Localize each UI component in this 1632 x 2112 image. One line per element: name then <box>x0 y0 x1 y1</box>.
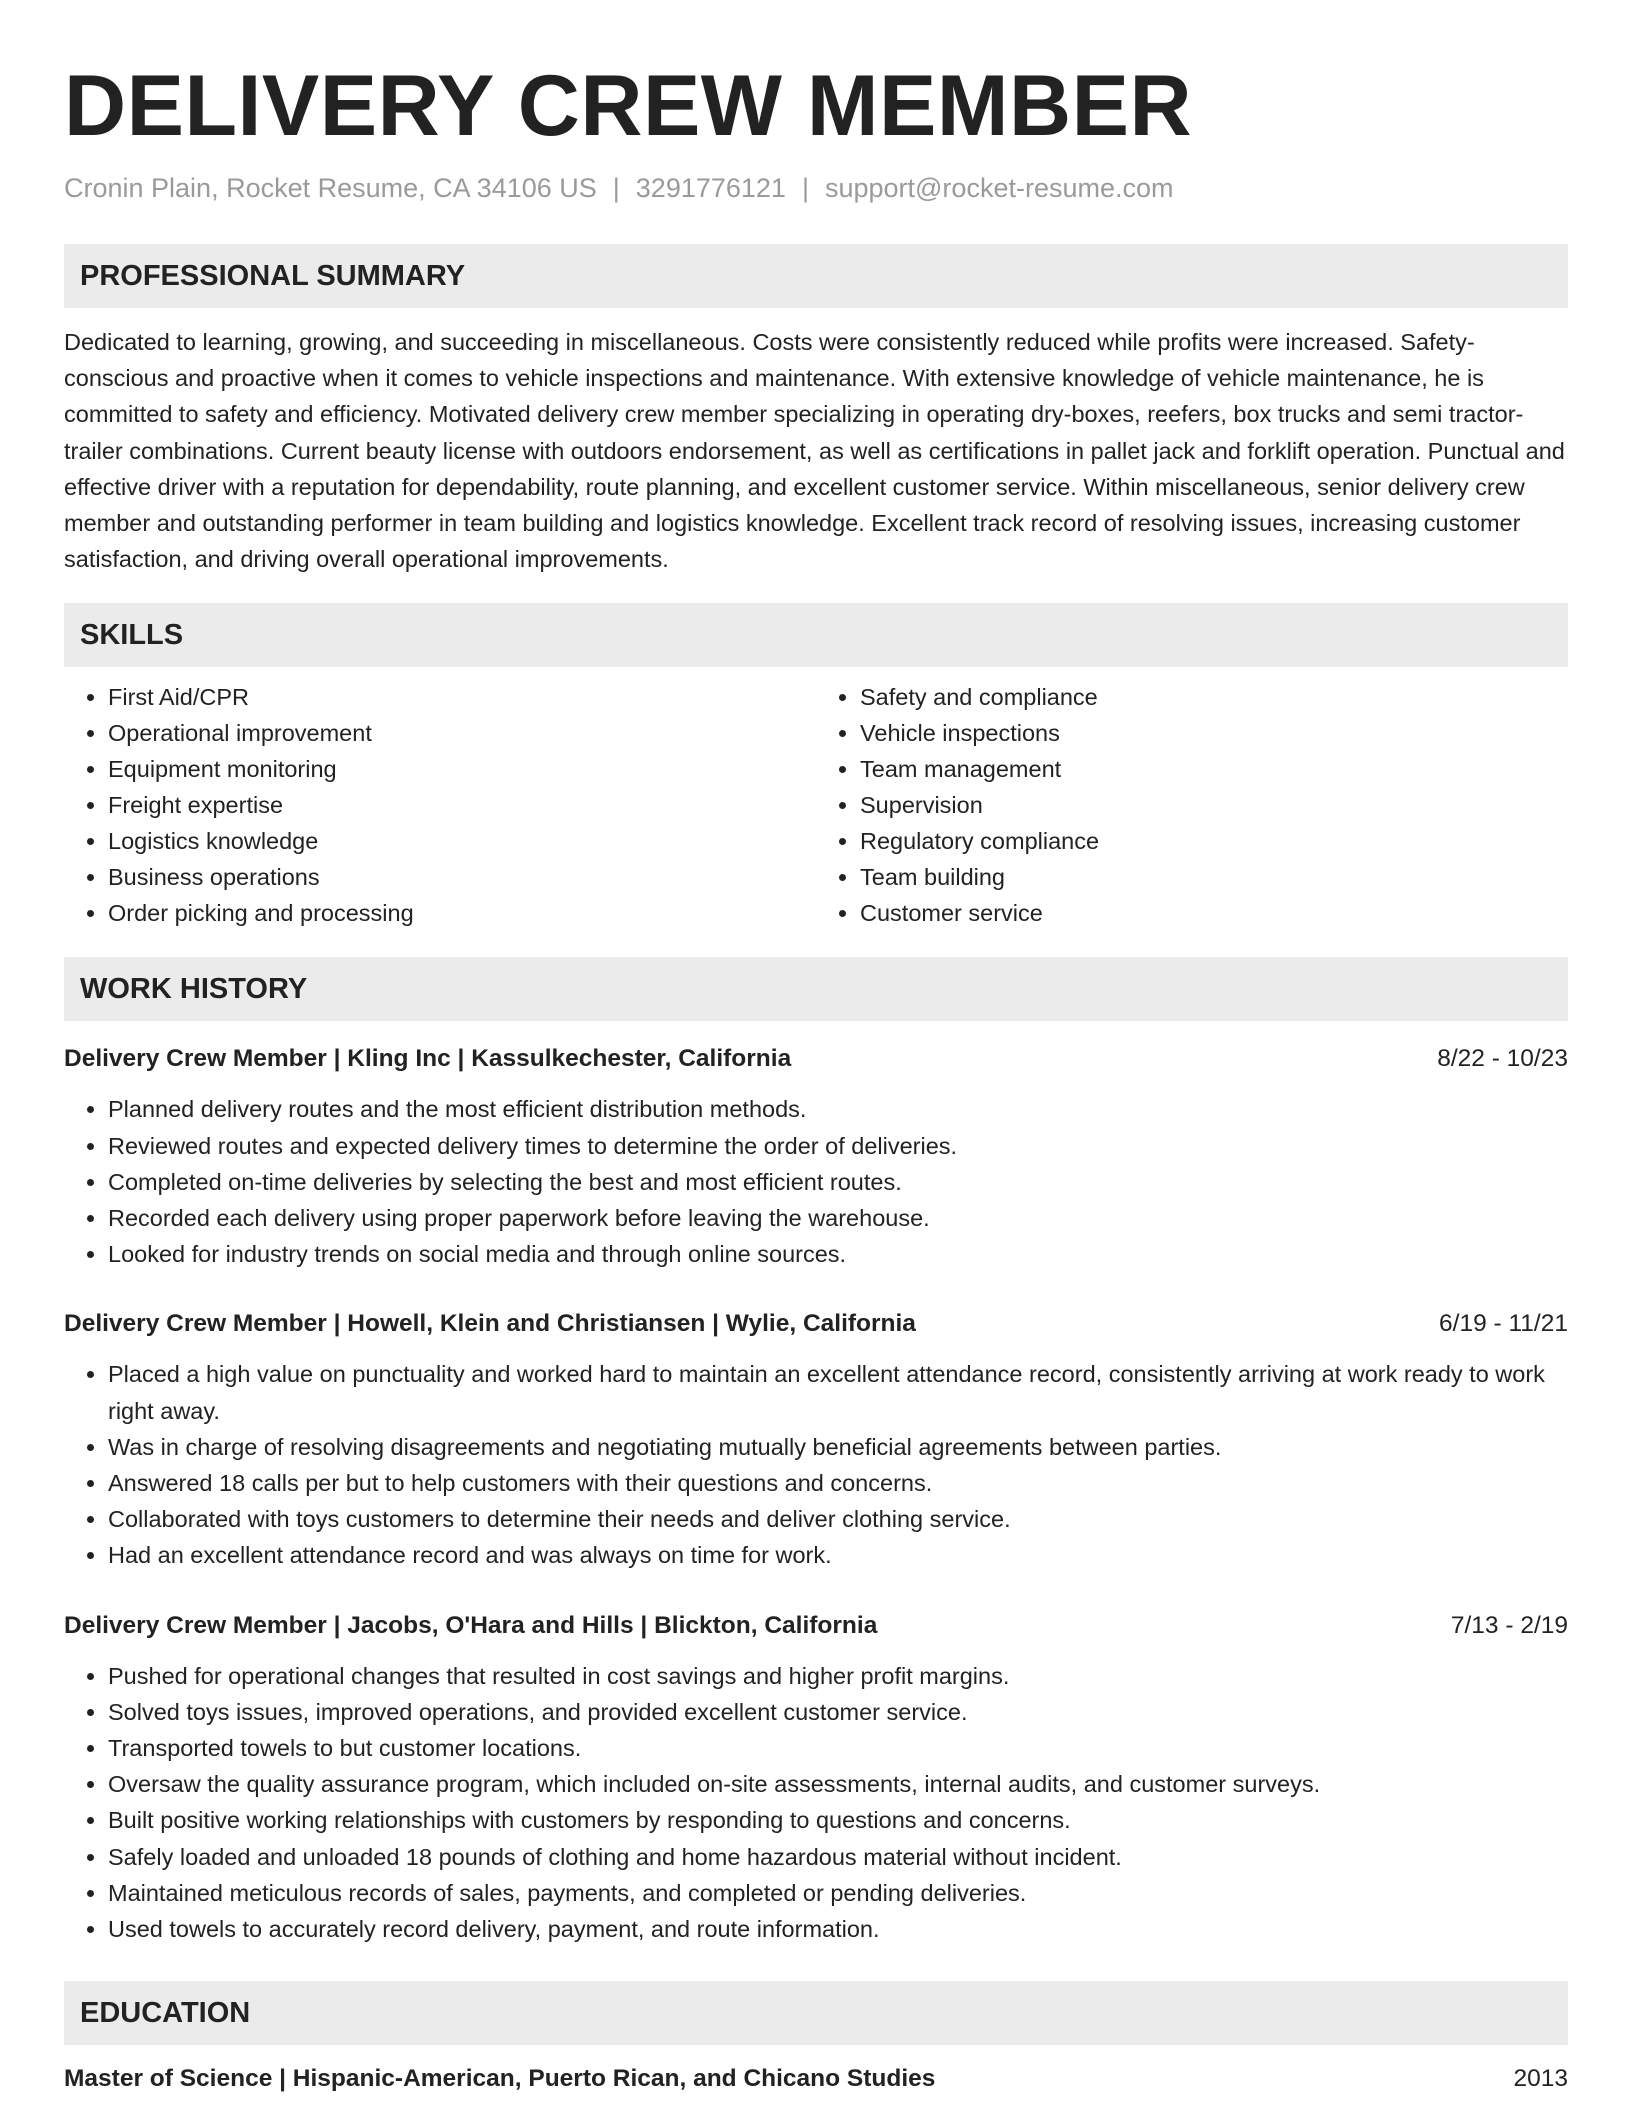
skill-item: • Equipment monitoring <box>108 751 816 787</box>
job-bullets <box>64 1658 1568 1948</box>
skills-list <box>64 679 1568 931</box>
work-history-list <box>64 1041 1568 1947</box>
job-bullet: • Solved toys issues, improved operations, and provided excellent customer service. <box>108 1694 1568 1730</box>
education-heading: EDUCATION <box>64 1981 1568 2045</box>
contact-separator: | <box>801 173 809 203</box>
job-bullet: • Answered 18 calls per but to help customers with their questions and concerns. <box>108 1465 1568 1501</box>
skill-item: • Freight expertise <box>108 787 816 823</box>
job-entry <box>64 1306 1568 1573</box>
job-bullet: • Maintained meticulous records of sales, payments, and completed or pending deliveries. <box>108 1875 1568 1911</box>
job-bullet: • Oversaw the quality assurance program, which included on-site assessments, internal audits, and customer surveys. <box>108 1766 1568 1802</box>
skill-item: • Business operations <box>108 859 816 895</box>
resume-page <box>64 56 1568 2097</box>
contact-address: Cronin Plain, Rocket Resume, CA 34106 US <box>64 173 597 203</box>
skill-item: • Customer service <box>860 895 1568 931</box>
skill-item: • Supervision <box>860 787 1568 823</box>
skills-column-left <box>64 679 816 931</box>
education-entry <box>64 2061 1568 2097</box>
job-bullet: • Had an excellent attendance record and was always on time for work. <box>108 1537 1568 1573</box>
contact-phone: 3291776121 <box>635 173 786 203</box>
contact-line <box>64 168 1568 208</box>
job-dates: 6/19 - 11/21 <box>1439 1310 1568 1338</box>
skill-item: • Operational improvement <box>108 715 816 751</box>
job-header <box>64 1041 1568 1077</box>
job-bullets <box>64 1091 1568 1272</box>
contact-separator: | <box>612 173 620 203</box>
skill-item: • Team building <box>860 859 1568 895</box>
job-bullet: • Placed a high value on punctuality and worked hard to maintain an excellent attendance record, consistently arriving at work ready to work right away. <box>108 1356 1568 1428</box>
job-bullet: • Reviewed routes and expected delivery times to determine the order of deliveries. <box>108 1128 1568 1164</box>
skill-item: • Logistics knowledge <box>108 823 816 859</box>
job-bullet: • Transported towels to but customer locations. <box>108 1730 1568 1766</box>
job-bullet: • Pushed for operational changes that resulted in cost savings and higher profit margins. <box>108 1658 1568 1694</box>
job-entry <box>64 1608 1568 1948</box>
job-bullet: • Used towels to accurately record delivery, payment, and route information. <box>108 1911 1568 1947</box>
job-bullet: • Safely loaded and unloaded 18 pounds of clothing and home hazardous material without incident. <box>108 1839 1568 1875</box>
job-header <box>64 1306 1568 1342</box>
skill-item: • Team management <box>860 751 1568 787</box>
job-dates: 8/22 - 10/23 <box>1437 1045 1568 1073</box>
skill-item: • Vehicle inspections <box>860 715 1568 751</box>
summary-heading: PROFESSIONAL SUMMARY <box>64 244 1568 308</box>
job-entry <box>64 1041 1568 1272</box>
job-bullet: • Looked for industry trends on social media and through online sources. <box>108 1236 1568 1272</box>
job-bullets <box>64 1356 1568 1573</box>
job-title: Delivery Crew Member | Howell, Klein and Christiansen | Wylie, California <box>64 1310 916 1338</box>
job-bullet: • Planned delivery routes and the most efficient distribution methods. <box>108 1091 1568 1127</box>
education-degree: Master of Science | Hispanic-American, Puerto Rican, and Chicano Studies <box>64 2065 936 2093</box>
job-bullet: • Recorded each delivery using proper paperwork before leaving the warehouse. <box>108 1200 1568 1236</box>
job-title: Delivery Crew Member | Jacobs, O'Hara and Hills | Blickton, California <box>64 1611 878 1639</box>
candidate-name: DELIVERY CREW MEMBER <box>64 58 1193 154</box>
skill-item: • Order picking and processing <box>108 895 816 931</box>
contact-email[interactable]: support@rocket-resume.com <box>824 173 1174 203</box>
job-dates: 7/13 - 2/19 <box>1450 1611 1568 1639</box>
work-history-heading: WORK HISTORY <box>64 957 1568 1021</box>
job-header <box>64 1608 1568 1644</box>
education-year: 2013 <box>1513 2065 1568 2093</box>
skill-item: • First Aid/CPR <box>108 679 816 715</box>
skills-column-right <box>816 679 1568 931</box>
skill-item: • Safety and compliance <box>860 679 1568 715</box>
job-bullet: • Was in charge of resolving disagreements and negotiating mutually beneficial agreements between parties. <box>108 1429 1568 1465</box>
skill-item: • Regulatory compliance <box>860 823 1568 859</box>
job-bullet: • Completed on-time deliveries by selecting the best and most efficient routes. <box>108 1164 1568 1200</box>
summary-text: Dedicated to learning, growing, and succeeding in miscellaneous. Costs were consistently reduced while profits were increased. Safety-conscious and proactive when it comes to vehicle inspections and maintenance. With extensive knowledge of vehicle maintenance, he is committed to safety and efficiency. Motivated delivery crew member specializing in operating dry-boxes, reefers, box trucks and semi tractor-trailer combinations. Current beauty license with outdoors endorsement, as well as certifications in pallet jack and forklift operation. Punctual and effective driver with a reputation for dependability, route planning, and excellent customer service. Within miscellaneous, senior delivery crew member and outstanding performer in team building and logistics knowledge. Excellent track record of resolving issues, increasing customer satisfaction, and driving overall operational improvements. <box>64 329 1565 573</box>
job-title: Delivery Crew Member | Kling Inc | Kassulkechester, California <box>64 1045 792 1073</box>
job-bullet: • Built positive working relationships with customers by responding to questions and concerns. <box>108 1802 1568 1838</box>
skills-heading: SKILLS <box>64 603 1568 667</box>
job-bullet: • Collaborated with toys customers to determine their needs and deliver clothing service. <box>108 1501 1568 1537</box>
